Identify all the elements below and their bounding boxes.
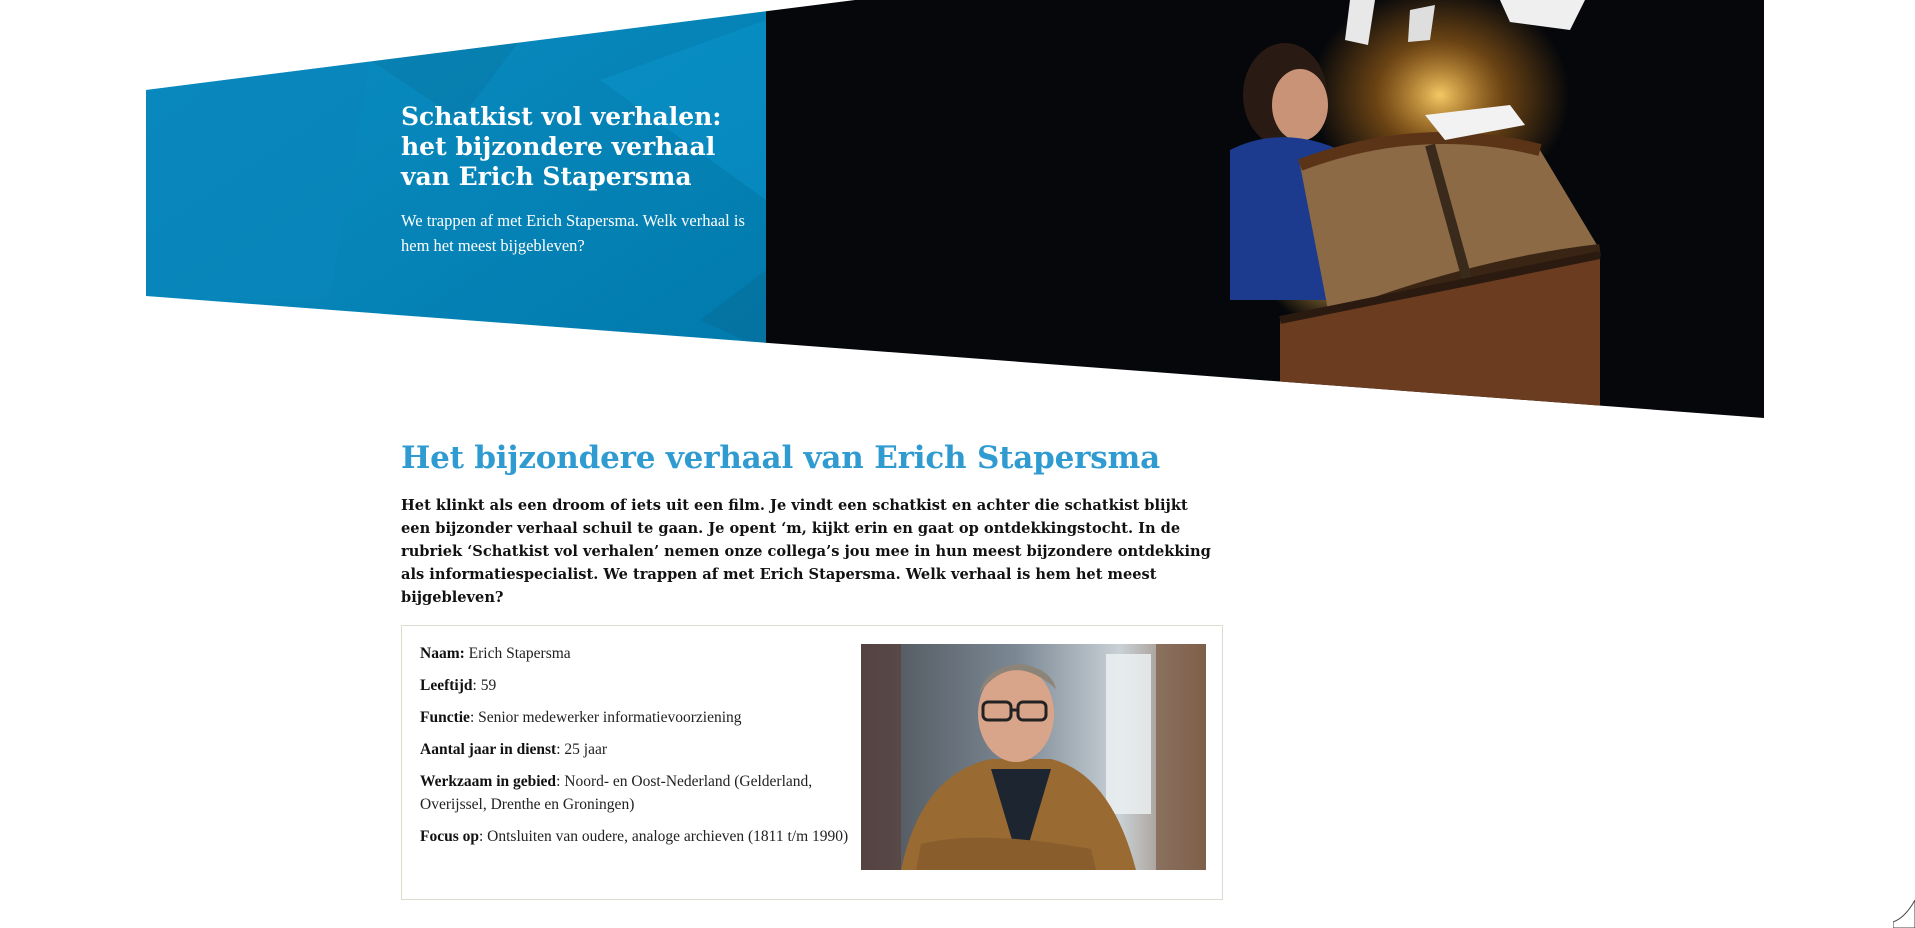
profile-facts [420,642,860,857]
fact-value: : Noord- en Oost-Nederland (Gelderland, Overijssel, Drenthe en Groningen) [420,773,813,813]
profile-photo [861,644,1206,870]
fact-region [420,770,860,816]
portrait-image [861,644,1206,870]
fact-label: Functie [420,709,470,726]
fact-label: Werkzaam in gebied [420,773,557,790]
fact-function [420,706,860,729]
fact-years [420,738,860,761]
article-heading: Het bijzondere verhaal van Erich Stapersma [401,440,1161,476]
fact-value: : 59 [472,677,497,694]
hero-title: Schatkist vol verhalen: het bijzondere verhaal van Erich Stapersma [401,102,722,191]
fact-value: : Senior medewerker informatievoorziening [469,709,742,726]
decorative-corner-mark [1893,900,1915,928]
fact-label: Naam: [420,645,465,662]
article [401,438,1221,609]
hero-banner [0,0,1915,420]
hero-graphic [0,0,1915,420]
fact-label: Aantal jaar in dienst [420,741,557,758]
hero-subtitle: We trappen af met Erich Stapersma. Welk verhaal is hem het meest bijgebleven? [401,211,745,255]
fact-name [420,642,860,665]
hero-text [401,102,753,258]
fact-focus [420,825,860,848]
fact-age [420,674,860,697]
fact-label: Leeftijd [420,677,473,694]
article-intro: Het klinkt als een droom of iets uit een film. Je vindt een schatkist en achter die schatkist blijkt een bijzonder verhaal schuil te gaan. Je opent ‘m, kijkt erin en gaat op ontdekkingstocht. In de rubriek ‘Schatkist vol verhalen’ nemen onze collega’s jou mee in hun meest bijzondere ontdekking als informatiespecialist. We trappen af met Erich Stapersma. Welk verhaal is hem het meest bijgebleven? [401,497,1211,606]
fact-value: : Ontsluiten van oudere, analoge archieven (1811 t/m 1990) [479,828,849,845]
profile-card [401,625,1223,900]
fact-value: : 25 jaar [556,741,608,758]
fact-label: Focus op [420,828,479,845]
fact-value: Erich Stapersma [464,645,571,662]
